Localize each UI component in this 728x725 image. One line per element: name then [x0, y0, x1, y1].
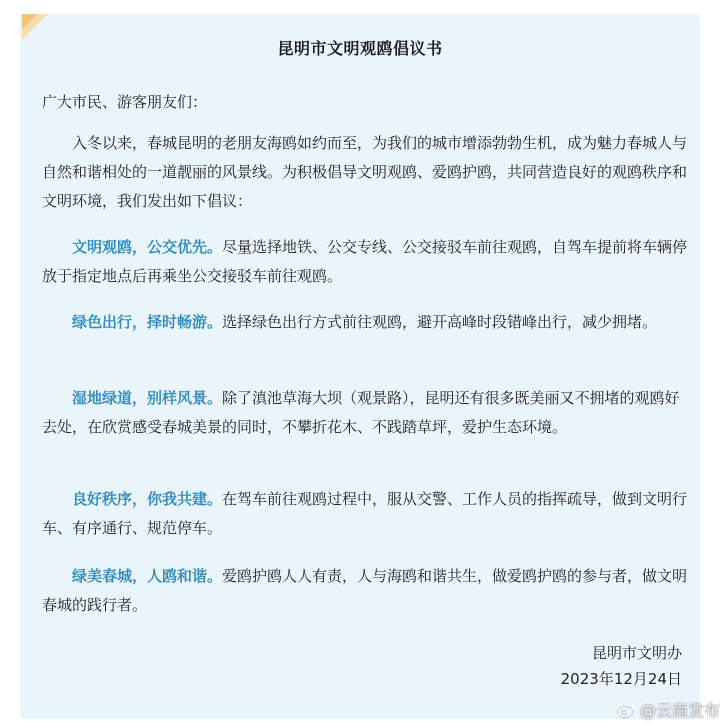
watermark-text: @云南发布 — [639, 701, 720, 720]
weibo-icon — [616, 702, 636, 718]
intro-paragraph: 入冬以来，春城昆明的老朋友海鸥如约而至，为我们的城市增添勃勃生机，成为魅力春城人与自然和谐相处的一道靓丽的风景线。为积极倡导文明观鸥、爱鸥护鸥，共同营造良好的观鸥秩序和文明环境，我们发出如下倡议： — [42, 134, 688, 210]
proposal-heading: 绿色出行，择时畅游。 — [72, 313, 223, 331]
proposal-text: 选择绿色出行方式前往观鸥，避开高峰时段错峰出行，减少拥堵。 — [222, 313, 658, 331]
proposal-item — [42, 384, 690, 442]
proposal-text: 在驾车前往观鸥过程中，服从交警、工作人员的指挥疏导，做到文明行车、有序通行、规范停车。 — [42, 490, 688, 537]
proposal-heading: 绿美春城，人鸥和谐。 — [72, 567, 223, 585]
proposal-text: 除了滇池草海大坝（观景路），昆明还有很多既美丽又不拥堵的观鸥好去处，在欣赏感受春城美景的同时，不攀折花木、不践踏草坪，爱护生态环境。 — [42, 389, 680, 436]
proposal-heading: 文明观鸥，公交优先。 — [72, 238, 223, 256]
proposal-item — [42, 233, 690, 291]
signature-date: 2023年12月24日 — [560, 670, 682, 688]
proposal-heading: 湿地绿道，别样风景。 — [72, 389, 223, 407]
greeting: 广大市民、游客朋友们： — [42, 93, 208, 111]
page-title: 昆明市文明观鸥倡议书 — [277, 39, 443, 58]
signature-org: 昆明市文明办 — [591, 644, 682, 662]
proposal-text: 尽量选择地铁、公交专线、公交接驳车前往观鸥，自驾车提前将车辆停放于指定地点后再乘坐公交接驳车前往观鸥。 — [42, 238, 688, 285]
proposal-heading: 良好秩序，你我共建。 — [72, 490, 223, 508]
proposal-text: 爱鸥护鸥人人有责，人与海鸥和谐共生，做爱鸥护鸥的参与者，做文明春城的践行者。 — [42, 567, 688, 614]
watermark — [616, 698, 720, 721]
proposal-item — [42, 485, 690, 543]
proposal-item — [42, 562, 690, 620]
proposal-item — [42, 308, 690, 337]
